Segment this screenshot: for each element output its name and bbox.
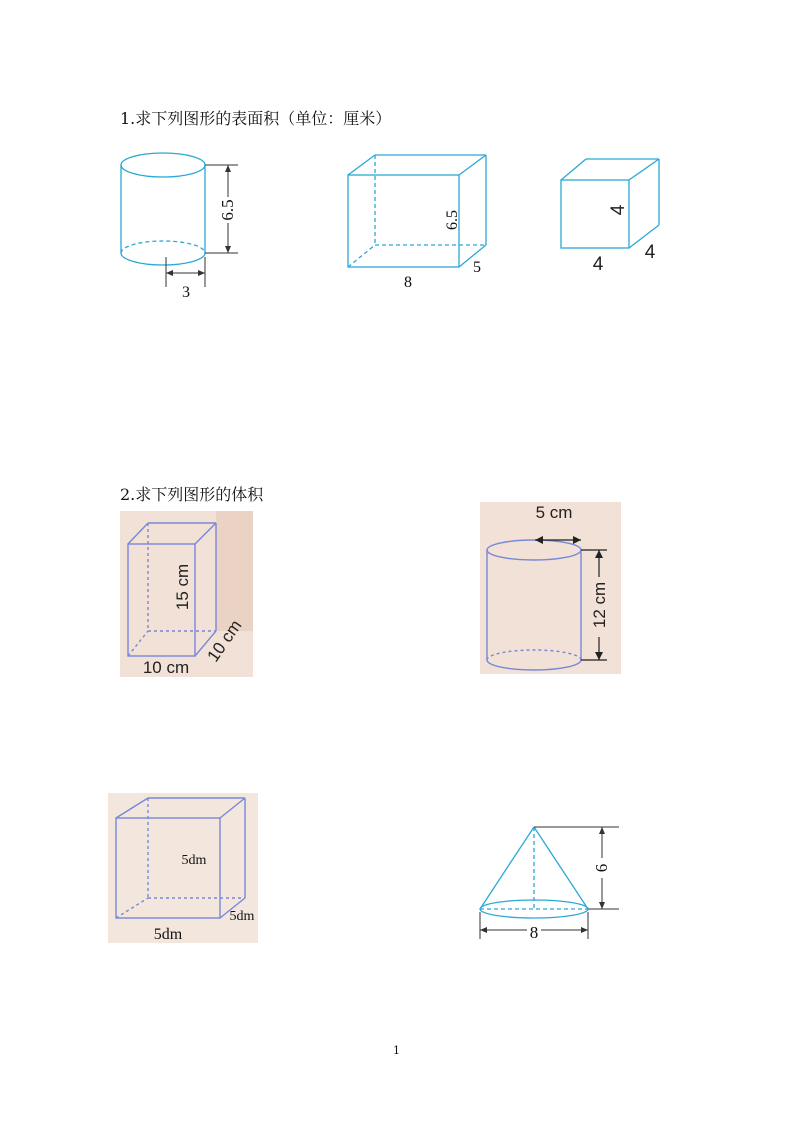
cuboid-volume-diagram [120, 511, 253, 677]
cone-diameter-label: 8 [529, 923, 539, 942]
cuboid-width-label: 5 [473, 259, 481, 276]
cylinder-surface-diagram [110, 145, 260, 305]
cuboid-height-label: 6.5 [444, 210, 461, 230]
cone-height-label: 6 [592, 863, 611, 873]
cone-volume-figure [475, 820, 635, 950]
cube-volume-height-label: 5dm [181, 853, 207, 868]
cuboid-surface-figure [340, 148, 510, 298]
cuboid-volume-photo [120, 511, 253, 677]
cylinder-volume-diagram [480, 502, 621, 674]
section1-heading: 1.求下列图形的表面积（单位：厘米） [120, 109, 392, 128]
cube-side-label: 4 [644, 242, 656, 263]
cylinder-height-label: 6.5 [218, 199, 237, 221]
cone-volume-diagram [475, 820, 635, 950]
cube-volume-length-label: 5dm [153, 926, 183, 943]
cylinder-volume-height-label: 12 cm [590, 581, 609, 629]
cylinder-surface-figure [110, 145, 260, 305]
cylinder-volume-photo [480, 502, 621, 674]
cuboid-length-label: 8 [404, 274, 412, 291]
cuboid-volume-height-label: 15 cm [173, 563, 192, 611]
cube-surface-diagram [555, 152, 675, 282]
cylinder-volume-radius-label: 5 cm [535, 503, 573, 522]
cuboid-surface-diagram [340, 148, 510, 298]
cube-volume-width-label: 5dm [229, 909, 255, 924]
cube-bottom-label: 4 [592, 254, 604, 275]
cuboid-volume-length-label: 10 cm [142, 658, 190, 677]
section2-heading: 2.求下列图形的体积 [120, 485, 264, 504]
page-number: 1 [393, 1044, 400, 1057]
cylinder-radius-label: 3 [182, 284, 190, 301]
cube-volume-photo [108, 793, 258, 943]
cube-front-label: 4 [608, 204, 629, 216]
cube-volume-diagram [108, 793, 258, 943]
cube-surface-figure [555, 152, 675, 282]
cuboid-volume-width-label: 10 cm [203, 616, 246, 666]
